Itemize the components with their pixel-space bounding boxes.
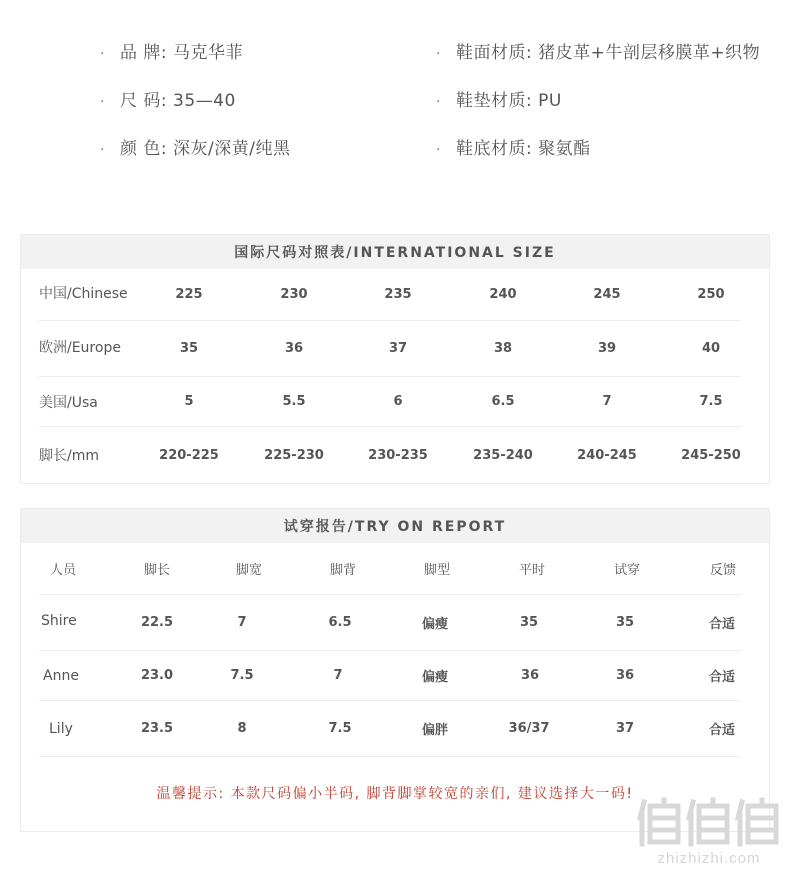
instep-cell: 7.5 xyxy=(328,721,352,736)
column-header: 人员 xyxy=(49,563,76,578)
person-name: Anne xyxy=(43,667,79,684)
watermark-site: zhizhizhi.com xyxy=(657,850,761,867)
spec-insole-material: · 鞋垫材质: PU xyxy=(436,91,562,111)
size-cell: 36 xyxy=(284,341,304,356)
size-cell: 230-235 xyxy=(368,447,428,463)
size-row-foot-length xyxy=(39,427,741,483)
size-cell: 230 xyxy=(280,287,308,302)
size-table-title: 国际尺码对照表/INTERNATIONAL SIZE xyxy=(21,235,769,269)
try-on-header-row xyxy=(39,543,741,595)
foot-type-cell: 偏瘦 xyxy=(421,670,448,685)
column-header: 试穿 xyxy=(613,563,640,578)
size-cell: 235-240 xyxy=(473,447,533,463)
person-name: Lily xyxy=(49,720,73,737)
column-header: 脚背 xyxy=(329,563,356,578)
watermark-logo xyxy=(636,796,782,848)
size-row-usa xyxy=(39,377,741,427)
size-cell: 39 xyxy=(597,341,617,356)
size-cell: 225-230 xyxy=(264,447,324,463)
try-on-table xyxy=(20,508,770,832)
spec-brand: · 品 牌: 马克华菲 xyxy=(100,43,244,63)
size-row-chinese xyxy=(39,269,741,321)
person-name: Shire xyxy=(41,612,77,629)
size-cell: 225 xyxy=(175,287,203,302)
bullet-dot: · xyxy=(436,142,441,158)
usual-size-cell: 36/37 xyxy=(508,721,550,736)
feedback-cell: 合适 xyxy=(708,617,735,632)
column-header: 反馈 xyxy=(709,563,736,578)
column-header: 脚长 xyxy=(143,563,170,578)
foot-length-cell: 23.0 xyxy=(140,668,174,683)
foot-width-cell: 8 xyxy=(237,721,247,736)
foot-type-cell: 偏瘦 xyxy=(421,617,448,632)
spec-size: · 尺 码: 35—40 xyxy=(100,91,236,111)
size-cell: 7 xyxy=(602,394,612,409)
row-label: 中国/Chinese xyxy=(39,285,128,302)
usual-size-cell: 36 xyxy=(520,668,540,683)
size-cell: 235 xyxy=(384,287,412,302)
size-table xyxy=(20,234,770,484)
size-cell: 5.5 xyxy=(282,394,306,409)
size-cell: 38 xyxy=(493,341,513,356)
size-cell: 240 xyxy=(489,287,517,302)
instep-cell: 6.5 xyxy=(328,615,352,630)
size-cell: 6.5 xyxy=(491,394,515,409)
bullet-dot: · xyxy=(100,142,105,158)
row-label: 美国/Usa xyxy=(39,394,98,411)
spec-color: · 颜 色: 深灰/深黄/纯黑 xyxy=(100,139,291,159)
size-cell: 240-245 xyxy=(577,447,637,463)
size-cell: 6 xyxy=(393,394,403,409)
try-on-row xyxy=(39,651,741,701)
spec-upper-material: · 鞋面材质: 猪皮革+牛剖层移膜革+织物 xyxy=(436,43,761,63)
feedback-cell: 合适 xyxy=(708,670,735,685)
row-label: 欧洲/Europe xyxy=(39,339,121,356)
size-cell: 35 xyxy=(179,341,199,356)
size-cell: 37 xyxy=(388,341,408,356)
foot-type-cell: 偏胖 xyxy=(421,723,448,738)
bullet-dot: · xyxy=(436,94,441,110)
instep-cell: 7 xyxy=(333,668,343,683)
size-cell: 220-225 xyxy=(159,447,219,463)
foot-length-cell: 22.5 xyxy=(140,615,174,630)
foot-width-cell: 7.5 xyxy=(230,668,254,683)
foot-width-cell: 7 xyxy=(237,615,247,630)
sizing-tip: 温馨提示: 本款尺码偏小半码, 脚背脚掌较宽的亲们, 建议选择大一码! xyxy=(156,786,634,802)
usual-size-cell: 35 xyxy=(519,615,539,630)
column-header: 脚宽 xyxy=(235,563,262,578)
column-header: 平时 xyxy=(518,563,545,578)
try-on-row xyxy=(39,701,741,757)
size-row-europe xyxy=(39,321,741,377)
spec-sole-material: · 鞋底材质: 聚氨酯 xyxy=(436,139,591,159)
tried-size-cell: 36 xyxy=(615,668,635,683)
feedback-cell: 合适 xyxy=(708,723,735,738)
foot-length-cell: 23.5 xyxy=(140,721,174,736)
bullet-dot: · xyxy=(100,46,105,62)
size-cell: 5 xyxy=(184,394,194,409)
bullet-dot: · xyxy=(436,46,441,62)
row-label: 脚长/mm xyxy=(39,448,99,464)
tried-size-cell: 35 xyxy=(615,615,635,630)
column-header: 脚型 xyxy=(423,563,450,578)
size-cell: 250 xyxy=(697,287,725,302)
try-on-table-title: 试穿报告/TRY ON REPORT xyxy=(21,509,769,543)
size-cell: 245 xyxy=(593,287,621,302)
tried-size-cell: 37 xyxy=(615,721,635,736)
size-cell: 245-250 xyxy=(681,447,741,463)
size-cell: 40 xyxy=(701,341,721,356)
try-on-row xyxy=(39,595,741,651)
size-cell: 7.5 xyxy=(699,394,723,409)
bullet-dot: · xyxy=(100,94,105,110)
